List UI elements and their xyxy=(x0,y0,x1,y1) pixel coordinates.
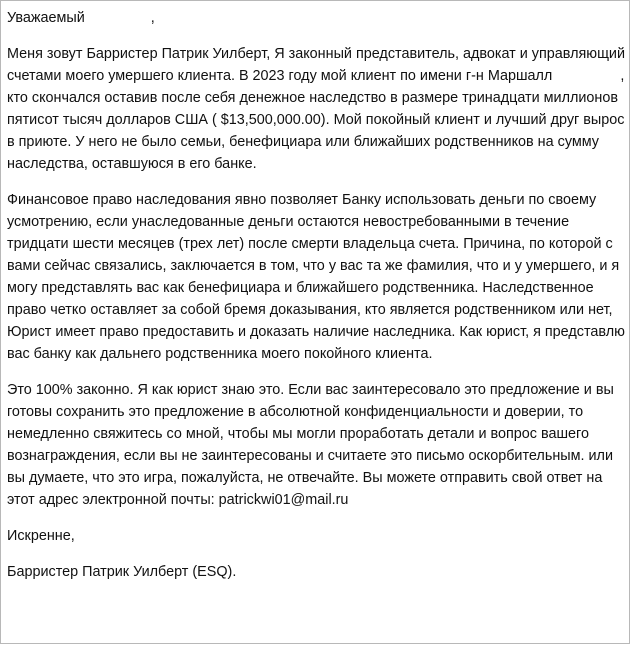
paragraph-offer xyxy=(7,379,625,511)
paragraph-offer-text: Это 100% законно. Я как юрист знаю это. Если вас заинтересовало это предложение и вы готовы сохранить это предложение в абсолютной конфиденциальности и доверии, то немедленно свяжитесь со мной, чтобы мы могли проработать детали и вопрос вашего вознаграждения, если вы не заинтересованы и считаете это письмо оскорбительным. или вы думаете, что это игра, пожалуйста, не отвечайте. Вы можете отправить свой ответ на этот адрес электронной почты: xyxy=(7,382,614,508)
letter-body xyxy=(7,7,625,583)
contact-email-link[interactable]: patrickwi01@mail.ru xyxy=(218,492,349,508)
closing-line: Искренне, xyxy=(7,528,75,544)
paragraph-intro-part-b: , кто скончался оставив после себя денежное наследство в размере тринадцати миллионов пятисот тысяч долларов США ( $13,500,000.00). Мой покойный клиент и лучший друг вырос в приюте. У него не было семьи, бенефициара или ближайших родственников на сумму наследства, оставшуюся в его банке. xyxy=(7,68,625,172)
redacted-client-surname xyxy=(556,67,620,81)
greeting-word: Уважаемый xyxy=(7,10,85,26)
redacted-recipient-name xyxy=(89,9,151,23)
paragraph-intro xyxy=(7,43,625,175)
greeting-comma: , xyxy=(150,10,155,26)
paragraph-inheritance-law: Финансовое право наследования явно позволяет Банку использовать деньги по своему усмотрению, если унаследованные деньги остаются невостребованными в течение тридцати шести месяцев (трех лет) после смерти владельца счета. Причина, по которой с вами сейчас связались, заключается в том, что у вас та же фамилия, что и у умершего, и я могу представлять вас как бенефициара и ближайшего родственника. Наследственное право четко оставляет за собой бремя доказывания, кто является родственником или нет, Юрист имеет право предоставить и доказать наличие наследника. Как юрист, я представлю вас банку как дальнего родственника моего покойного клиента. xyxy=(7,192,625,362)
greeting-line xyxy=(7,7,625,29)
signature-line: Барристер Патрик Уилберт (ESQ). xyxy=(7,564,237,580)
paragraph-intro-part-a: Меня зовут Барристер Патрик Уилберт, Я законный представитель, адвокат и управляющий счетами моего умершего клиента. В 2023 году мой клиент по имени г-н Маршалл xyxy=(7,46,626,84)
